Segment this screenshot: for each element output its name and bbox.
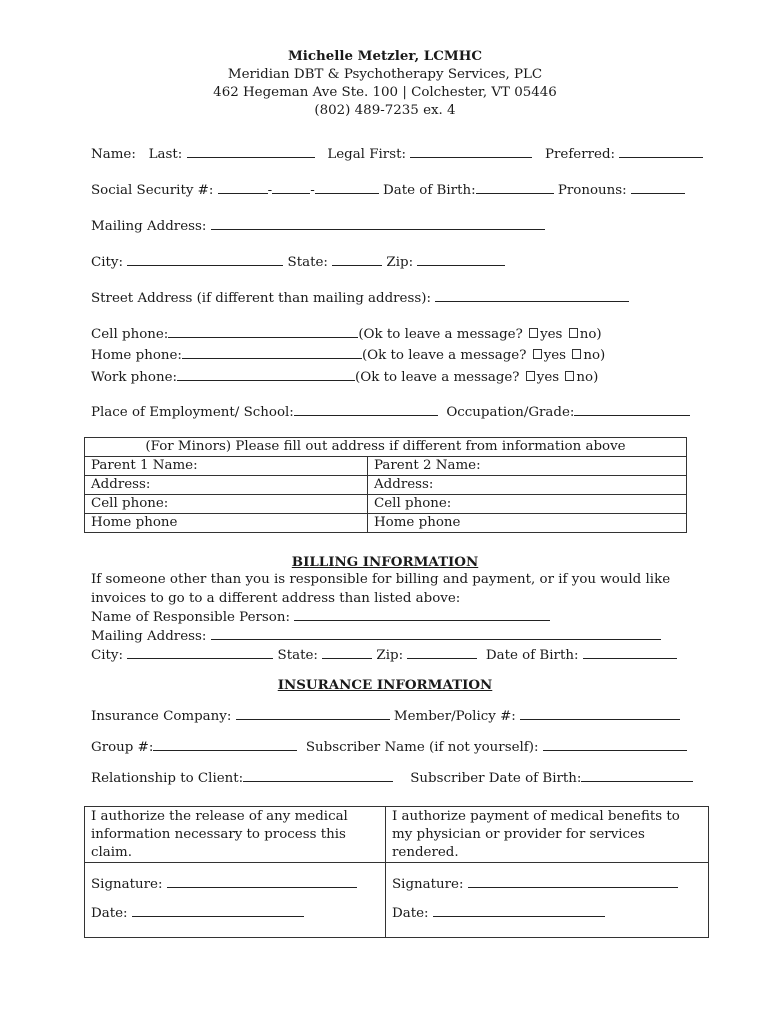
subscriber-dob-label: Subscriber Date of Birth: — [410, 771, 582, 786]
relationship-row — [91, 769, 693, 788]
release-date-label: Date: — [91, 906, 128, 921]
state-label: State: — [287, 255, 328, 270]
work-yes-checkbox[interactable] — [526, 371, 535, 381]
home-row — [91, 346, 605, 365]
employment-row — [91, 403, 690, 422]
billing-state-label: State: — [277, 648, 318, 663]
mailing-row — [91, 217, 545, 236]
zip-label: Zip: — [386, 255, 414, 270]
city-label: City: — [91, 255, 123, 270]
subscriber-field[interactable] — [543, 738, 687, 751]
work-yes-label: yes — [536, 370, 560, 385]
employment-field[interactable] — [294, 403, 438, 416]
parent1-address-cell[interactable]: Address: — [85, 476, 368, 495]
cell-message-prompt: (Ok to leave a message? — [358, 327, 523, 342]
zip-field[interactable] — [417, 253, 505, 266]
billing-intro-2: invoices to go to a different address than listed above: — [91, 591, 461, 606]
home-no-checkbox[interactable] — [572, 349, 581, 359]
minors-table — [84, 437, 687, 533]
ssn-label: Social Security #: — [91, 183, 214, 198]
street-label: Street Address (if different than mailing address): — [91, 291, 431, 306]
insurance-company-row — [91, 707, 680, 726]
mailing-field[interactable] — [211, 217, 545, 230]
cell-no-label: no) — [579, 327, 602, 342]
payment-signature-field[interactable] — [468, 875, 678, 888]
billing-zip-field[interactable] — [407, 646, 477, 659]
group-label: Group #: — [91, 740, 154, 755]
occupation-label: Occupation/Grade: — [446, 405, 575, 420]
cell-yes-checkbox[interactable] — [529, 328, 538, 338]
city-field[interactable] — [127, 253, 283, 266]
home-no-label: no) — [583, 348, 606, 363]
occupation-field[interactable] — [574, 403, 690, 416]
preferred-label: Preferred: — [545, 147, 616, 162]
practice-address: 462 Hegeman Ave Ste. 100 | Colchester, VT 05446 — [213, 85, 557, 100]
release-signature-label: Signature: — [91, 877, 163, 892]
insurance-company-field[interactable] — [236, 707, 390, 720]
responsible-label: Name of Responsible Person: — [91, 610, 290, 625]
authorization-table — [84, 806, 709, 938]
street-row — [91, 289, 629, 308]
parent2-address-cell[interactable]: Address: — [368, 476, 687, 495]
work-row — [91, 368, 598, 387]
city-row — [91, 253, 505, 272]
ssn-row — [91, 181, 685, 200]
billing-intro-1: If someone other than you is responsible for billing and payment, or if you would like — [91, 572, 671, 587]
billing-city-field[interactable] — [127, 646, 273, 659]
parent2-name-cell[interactable]: Parent 2 Name: — [368, 457, 687, 476]
pronouns-label: Pronouns: — [557, 183, 627, 198]
cell-row — [91, 325, 602, 344]
billing-mailing-row — [91, 627, 661, 646]
work-message-prompt: (Ok to leave a message? — [355, 370, 520, 385]
payment-date-label: Date: — [392, 906, 429, 921]
legal-first-field[interactable] — [410, 145, 532, 158]
relationship-field[interactable] — [243, 769, 393, 782]
parent2-cell-phone-cell[interactable]: Cell phone: — [368, 495, 687, 514]
preferred-field[interactable] — [619, 145, 703, 158]
insurance-company-label: Insurance Company: — [91, 709, 232, 724]
parent2-home-phone-cell[interactable]: Home phone — [368, 514, 687, 533]
payment-date-row — [392, 904, 702, 923]
home-field[interactable] — [182, 346, 362, 359]
group-field[interactable] — [153, 738, 297, 751]
home-yes-label: yes — [543, 348, 567, 363]
pronouns-field[interactable] — [631, 181, 685, 194]
state-field[interactable] — [332, 253, 382, 266]
billing-city-label: City: — [91, 648, 123, 663]
billing-dob-label: Date of Birth: — [485, 648, 579, 663]
provider-name: Michelle Metzler, LCMHC — [287, 48, 483, 64]
work-no-label: no) — [576, 370, 599, 385]
ssn-dash-2: - — [310, 183, 315, 198]
billing-city-row — [91, 646, 677, 665]
subscriber-dob-field[interactable] — [581, 769, 693, 782]
release-signature-row — [91, 875, 379, 894]
cell-label: Cell phone: — [91, 327, 169, 342]
billing-title: BILLING INFORMATION — [291, 554, 479, 570]
practice-phone: (802) 489-7235 ex. 4 — [314, 103, 456, 118]
billing-mailing-field[interactable] — [211, 627, 661, 640]
cell-field[interactable] — [168, 325, 358, 338]
payment-date-field[interactable] — [433, 904, 605, 917]
billing-dob-field[interactable] — [583, 646, 677, 659]
release-authorization-text: I authorize the release of any medical information necessary to process this claim. — [91, 809, 348, 860]
mailing-label: Mailing Address: — [91, 219, 207, 234]
street-field[interactable] — [435, 289, 629, 302]
billing-zip-label: Zip: — [376, 648, 404, 663]
parent1-name-cell[interactable]: Parent 1 Name: — [85, 457, 368, 476]
ssn-part3-field[interactable] — [315, 181, 379, 194]
dob-field[interactable] — [476, 181, 554, 194]
release-date-field[interactable] — [132, 904, 304, 917]
home-yes-checkbox[interactable] — [533, 349, 542, 359]
billing-mailing-label: Mailing Address: — [91, 629, 207, 644]
release-date-row — [91, 904, 379, 923]
responsible-field[interactable] — [294, 608, 550, 621]
work-no-checkbox[interactable] — [565, 371, 574, 381]
employment-label: Place of Employment/ School: — [91, 405, 294, 420]
member-label: Member/Policy #: — [393, 709, 516, 724]
billing-state-field[interactable] — [322, 646, 372, 659]
ssn-part2-field[interactable] — [272, 181, 310, 194]
name-label: Name: — [91, 147, 136, 162]
last-name-field[interactable] — [187, 145, 315, 158]
home-message-prompt: (Ok to leave a message? — [361, 348, 527, 363]
name-row — [91, 145, 703, 164]
minors-header: (For Minors) Please fill out address if different from information above — [85, 438, 687, 457]
home-label: Home phone: — [91, 348, 182, 363]
ssn-dash-1: - — [267, 183, 273, 198]
legal-first-label: Legal First: — [327, 147, 406, 162]
subscriber-label: Subscriber Name (if not yourself): — [305, 740, 539, 755]
release-signature-field[interactable] — [167, 875, 357, 888]
cell-no-checkbox[interactable] — [569, 328, 578, 338]
cell-yes-label: yes — [540, 327, 563, 342]
parent1-cell-phone-cell[interactable]: Cell phone: — [85, 495, 368, 514]
responsible-row — [91, 608, 550, 627]
work-label: Work phone: — [91, 370, 178, 385]
parent1-home-phone-cell[interactable]: Home phone — [85, 514, 368, 533]
payment-signature-label: Signature: — [392, 877, 464, 892]
last-label: Last: — [148, 147, 183, 162]
relationship-label: Relationship to Client: — [91, 771, 244, 786]
dob-label: Date of Birth: — [382, 183, 476, 198]
group-row — [91, 738, 687, 757]
payment-signature-row — [392, 875, 702, 894]
insurance-title: INSURANCE INFORMATION — [277, 677, 493, 693]
ssn-part1-field[interactable] — [218, 181, 268, 194]
payment-authorization-text: I authorize payment of medical benefits to my physician or provider for services rendered. — [392, 809, 680, 860]
practice-name: Meridian DBT & Psychotherapy Services, PLC — [227, 67, 543, 82]
member-field[interactable] — [520, 707, 680, 720]
work-field[interactable] — [177, 368, 355, 381]
